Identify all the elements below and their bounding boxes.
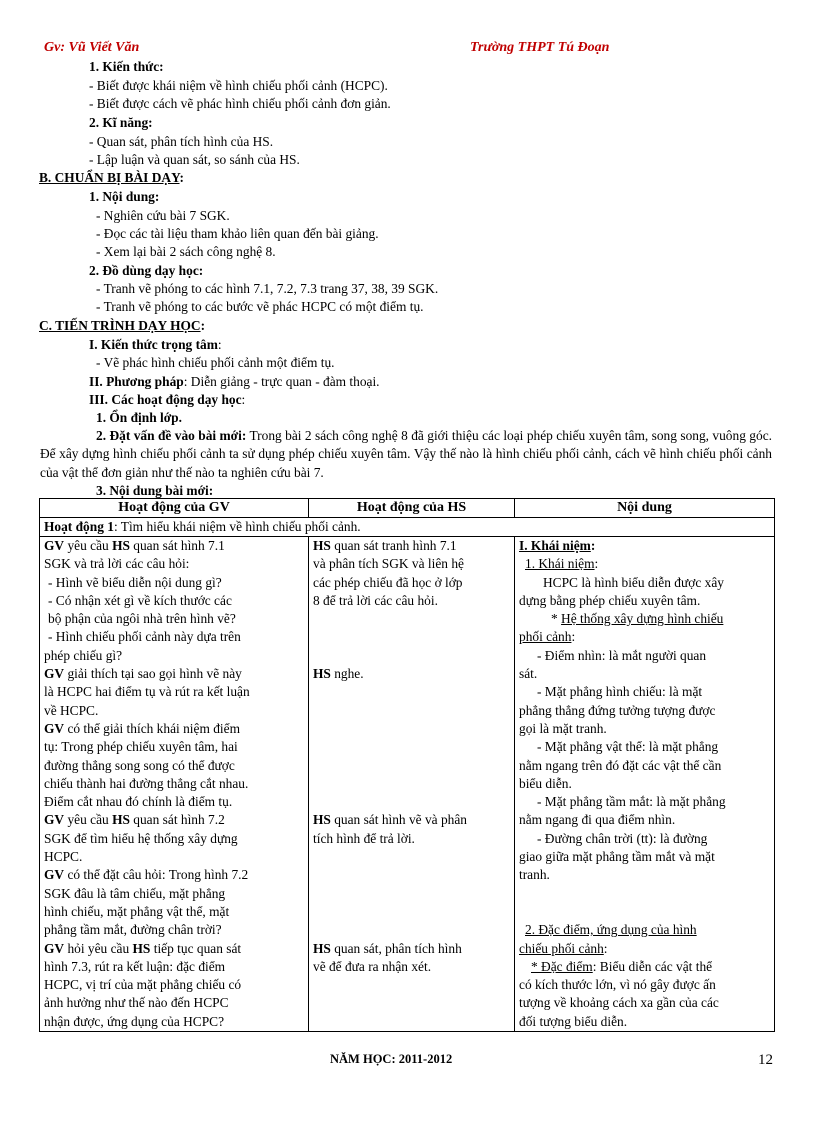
content-line: gọi là mặt tranh. <box>519 720 607 736</box>
intro-text: Trong bài 2 sách công nghệ 8 đã giới thiệu các loại phép chiếu xuyên tâm, song song, vuông góc. Để xây dựng hình chiếu phối cảnh ta sử dụng phép chiếu xuyên tâm. Vậy thế nào là hình chiếu phối cảnh, cách vẽ hình chiếu phối cảnh của vật thể đơn giản như thế nào ta nghiên cứu bài 7. <box>40 428 772 480</box>
table-header-row <box>40 499 775 518</box>
school-year: NĂM HỌC: 2011-2012 <box>330 1052 453 1066</box>
content-line <box>519 921 770 939</box>
school-name: Trường THPT Tú Đoạn <box>470 40 610 55</box>
skills-title: 2. Kĩ năng: <box>89 115 153 130</box>
activity-text: : Tìm hiểu khái niệm về hình chiếu phối cảnh. <box>113 519 361 534</box>
content-cell <box>515 537 775 1032</box>
feature-heading: 2. Đặc điểm, ứng dụng của hình <box>525 922 697 938</box>
gv-line: bộ phận của ngôi nhà trên hình vẽ? <box>48 611 236 627</box>
activity-cell <box>40 518 775 537</box>
hs-spacer <box>313 720 510 738</box>
gv-line: SGK đâu là tâm chiếu, mặt phẳng <box>44 885 226 901</box>
hs-spacer <box>313 683 510 701</box>
content-title: 1. Nội dung: <box>89 189 160 204</box>
feature-text: : Biểu diễn các vật thể <box>592 958 713 974</box>
hs-spacer <box>313 610 510 628</box>
hs-spacer <box>313 793 510 811</box>
content-line: giao giữa mặt phẳng tầm mắt và mặt <box>519 849 715 865</box>
gv-line: GV có thể đặt câu hỏi: Trong hình 7.2 <box>44 867 249 883</box>
hs-spacer <box>313 848 510 866</box>
hs-spacer <box>313 738 510 756</box>
focus-item-1: - Vẽ phác hình chiếu phối cảnh một điểm tụ. <box>96 355 335 370</box>
header-gv: Hoạt động của GV <box>40 499 309 518</box>
content-line: - Mặt phẳng tầm mắt: là mặt phẳng <box>537 794 726 810</box>
lesson-table <box>39 498 775 1032</box>
page-number: 12 <box>758 1052 773 1068</box>
content-line: phẳng thẳng đứng tưởng tượng được <box>519 702 716 718</box>
gv-line: GV giải thích tại sao gọi hình vẽ này <box>44 666 242 682</box>
gv-line: GV hỏi yêu cầu HS tiếp tục quan sát <box>44 940 242 956</box>
content-line: - Mặt phẳng vật thể: là mặt phẳng <box>537 739 719 755</box>
hs-spacer <box>313 903 510 921</box>
focus-title: I. Kiến thức trọng tâm <box>89 337 218 352</box>
hs-spacer <box>313 885 510 903</box>
skills-item-2: - Lập luận và quan sát, so sánh của HS. <box>89 152 300 167</box>
hs-spacer <box>313 757 510 775</box>
content-line: đối tượng biểu diễn. <box>519 1013 628 1029</box>
method-line <box>89 373 380 391</box>
gv-line: Điểm cắt nhau đó chính là điểm tụ. <box>44 794 233 810</box>
gv-line: HCPC, vị trí của mặt phẳng chiếu có <box>44 977 242 993</box>
content-line <box>519 958 770 976</box>
content-spacer <box>519 903 770 921</box>
intro-label: 2. Đặt vấn đề vào bài mới: <box>96 428 247 443</box>
header-hs: Hoạt động của HS <box>309 499 515 518</box>
teacher-name: Gv: Vũ Viết Văn <box>44 40 140 55</box>
hs-spacer <box>313 647 510 665</box>
hs-line: các phép chiếu đã học ở lớp <box>313 574 463 590</box>
hs-line: HS nghe. <box>313 666 364 682</box>
method-text: : Diễn giảng - trực quan - đàm thoại. <box>183 374 380 389</box>
section-c-heading: C. TIẾN TRÌNH DẠY HỌC: <box>39 318 206 333</box>
gv-line: - Có nhận xét gì về kích thước các <box>48 592 232 608</box>
header-content: Nội dung <box>515 499 775 518</box>
content-line: - Mặt phẳng hình chiếu: là mặt <box>537 684 703 700</box>
gv-line: chiếu thành hai đường thẳng cắt nhau. <box>44 775 249 791</box>
table-row <box>40 537 775 1032</box>
content-line: sát. <box>519 666 538 682</box>
feature-label: * Đặc điểm <box>531 958 593 974</box>
activity-label: Hoạt động 1 <box>44 519 114 534</box>
hs-spacer <box>313 628 510 646</box>
content-line: chiếu phối cảnh: <box>519 940 608 956</box>
gv-line: phẳng tầm mắt, đường chân trời? <box>44 922 222 938</box>
gv-line: tụ: Trong phép chiếu xuyên tâm, hai <box>44 739 238 755</box>
gv-line: hình 7.3, rút ra kết luận: đặc điểm <box>44 958 226 974</box>
class-stabilization: 1. Ổn định lớp. <box>96 410 182 425</box>
hs-line: và phân tích SGK và liên hệ <box>313 556 464 572</box>
materials-item-1: - Tranh vẽ phóng to các hình 7.1, 7.2, 7.3 trang 37, 38, 39 SGK. <box>96 281 439 296</box>
system-label: Hệ thống xây dựng hình chiếu <box>561 611 724 627</box>
concept-heading: I. Khái niệm <box>519 538 591 553</box>
content-line: HCPC là hình biểu diễn được xây <box>543 574 724 590</box>
gv-line: ảnh hưởng như thế nào đến HCPC <box>44 995 229 1011</box>
knowledge-title: 1. Kiến thức: <box>89 59 164 74</box>
activities-title: III. Các hoạt động dạy học <box>89 392 242 407</box>
gv-line: phép chiếu gì? <box>44 647 123 663</box>
gv-line: - Hình vẽ biểu diễn nội dung gì? <box>48 574 222 590</box>
concept-sub: 1. Khái niệm: <box>525 556 599 572</box>
content-line: - Đường chân trời (tt): là đường <box>537 830 708 846</box>
content-line: có kích thước lớn, vì nó gây được ấn <box>519 977 716 993</box>
gv-cell <box>40 537 309 1032</box>
section-b-heading: B. CHUẨN BỊ BÀI DẠY: <box>39 170 184 185</box>
gv-line: GV yêu cầu HS quan sát hình 7.1 <box>44 538 225 553</box>
gv-line: hình chiếu, mặt phẳng vật thể, mặt <box>44 903 230 919</box>
content-line: nằm ngang đi qua điểm nhìn. <box>519 812 676 828</box>
section-b-title: B. CHUẨN BỊ BÀI DẠY <box>39 170 180 185</box>
materials-title: 2. Đồ dùng dạy học: <box>89 263 204 278</box>
hs-spacer <box>313 775 510 793</box>
content-line: tranh. <box>519 867 550 883</box>
content-line: * Hệ thống xây dựng hình chiếu <box>551 611 724 627</box>
gv-line: nhận được, ứng dụng của HCPC? <box>44 1013 225 1029</box>
section-c-title: C. TIẾN TRÌNH DẠY HỌC <box>39 318 201 333</box>
content-line: dựng bằng phép chiếu xuyên tâm. <box>519 592 701 608</box>
skills-item-1: - Quan sát, phân tích hình của HS. <box>89 134 274 149</box>
knowledge-item-2: - Biết được cách vẽ phác hình chiếu phối cảnh đơn giản. <box>89 96 391 111</box>
content-section-title: I. Khái niệm: <box>519 538 596 553</box>
feature-heading-2: chiếu phối cảnh <box>519 940 604 956</box>
gv-line: SGK và trả lời các câu hỏi: <box>44 556 190 572</box>
content-item-2: - Đọc các tài liệu tham khảo liên quan đến bài giảng. <box>96 226 379 241</box>
focus-heading: I. Kiến thức trọng tâm: <box>89 337 222 352</box>
hs-spacer <box>313 702 510 720</box>
hs-line: tích hình để trả lời. <box>313 830 415 846</box>
content-line: - Điểm nhìn: là mắt người quan <box>537 647 707 663</box>
hs-line: vẽ để đưa ra nhận xét. <box>313 958 432 974</box>
gv-line: GV yêu cầu HS quan sát hình 7.2 <box>44 812 225 828</box>
concept-label: 1. Khái niệm <box>525 556 595 572</box>
gv-line: đường thẳng song song có thể được <box>44 757 235 773</box>
hs-cell <box>309 537 515 1032</box>
hs-line: HS quan sát, phân tích hình <box>313 940 462 956</box>
content-line: nằm ngang trên đó đặt các vật thể cần <box>519 757 722 773</box>
content-line: phối cảnh: <box>519 629 576 645</box>
content-item-1: - Nghiên cứu bài 7 SGK. <box>96 208 230 223</box>
content-line: biểu diễn. <box>519 775 572 791</box>
gv-line: là HCPC hai điểm tụ và rút ra kết luận <box>44 684 250 700</box>
method-title: II. Phương pháp <box>89 374 184 389</box>
hs-line: HS quan sát tranh hình 7.1 <box>313 538 457 553</box>
knowledge-item-1: - Biết được khái niệm về hình chiếu phối cảnh (HCPC). <box>89 78 388 93</box>
gv-line: HCPC. <box>44 849 83 865</box>
activity-row <box>40 518 775 537</box>
new-lesson-title: 3. Nội dung bài mới: <box>96 483 214 498</box>
hs-spacer <box>313 866 510 884</box>
materials-item-2: - Tranh vẽ phóng to các bước vẽ phác HCPC có một điểm tụ. <box>96 299 424 314</box>
content-item-3: - Xem lại bài 2 sách công nghệ 8. <box>96 244 276 259</box>
system-label-2: phối cảnh <box>519 629 572 645</box>
hs-line: 8 để trả lời các câu hỏi. <box>313 592 438 608</box>
lesson-introduction <box>40 427 772 482</box>
hs-line: HS quan sát hình vẽ và phân <box>313 812 467 828</box>
hs-spacer <box>313 921 510 939</box>
content-line: tượng về khoảng cách xa gần của các <box>519 995 719 1011</box>
gv-line: SGK để tìm hiểu hệ thống xây dựng <box>44 830 238 846</box>
activities-heading: III. Các hoạt động dạy học: <box>89 392 246 407</box>
content-spacer <box>519 885 770 903</box>
gv-line: GV có thể giải thích khái niệm điểm <box>44 720 240 736</box>
gv-line: - Hình chiếu phối cảnh này dựa trên <box>48 629 241 645</box>
gv-line: về HCPC. <box>44 702 99 718</box>
